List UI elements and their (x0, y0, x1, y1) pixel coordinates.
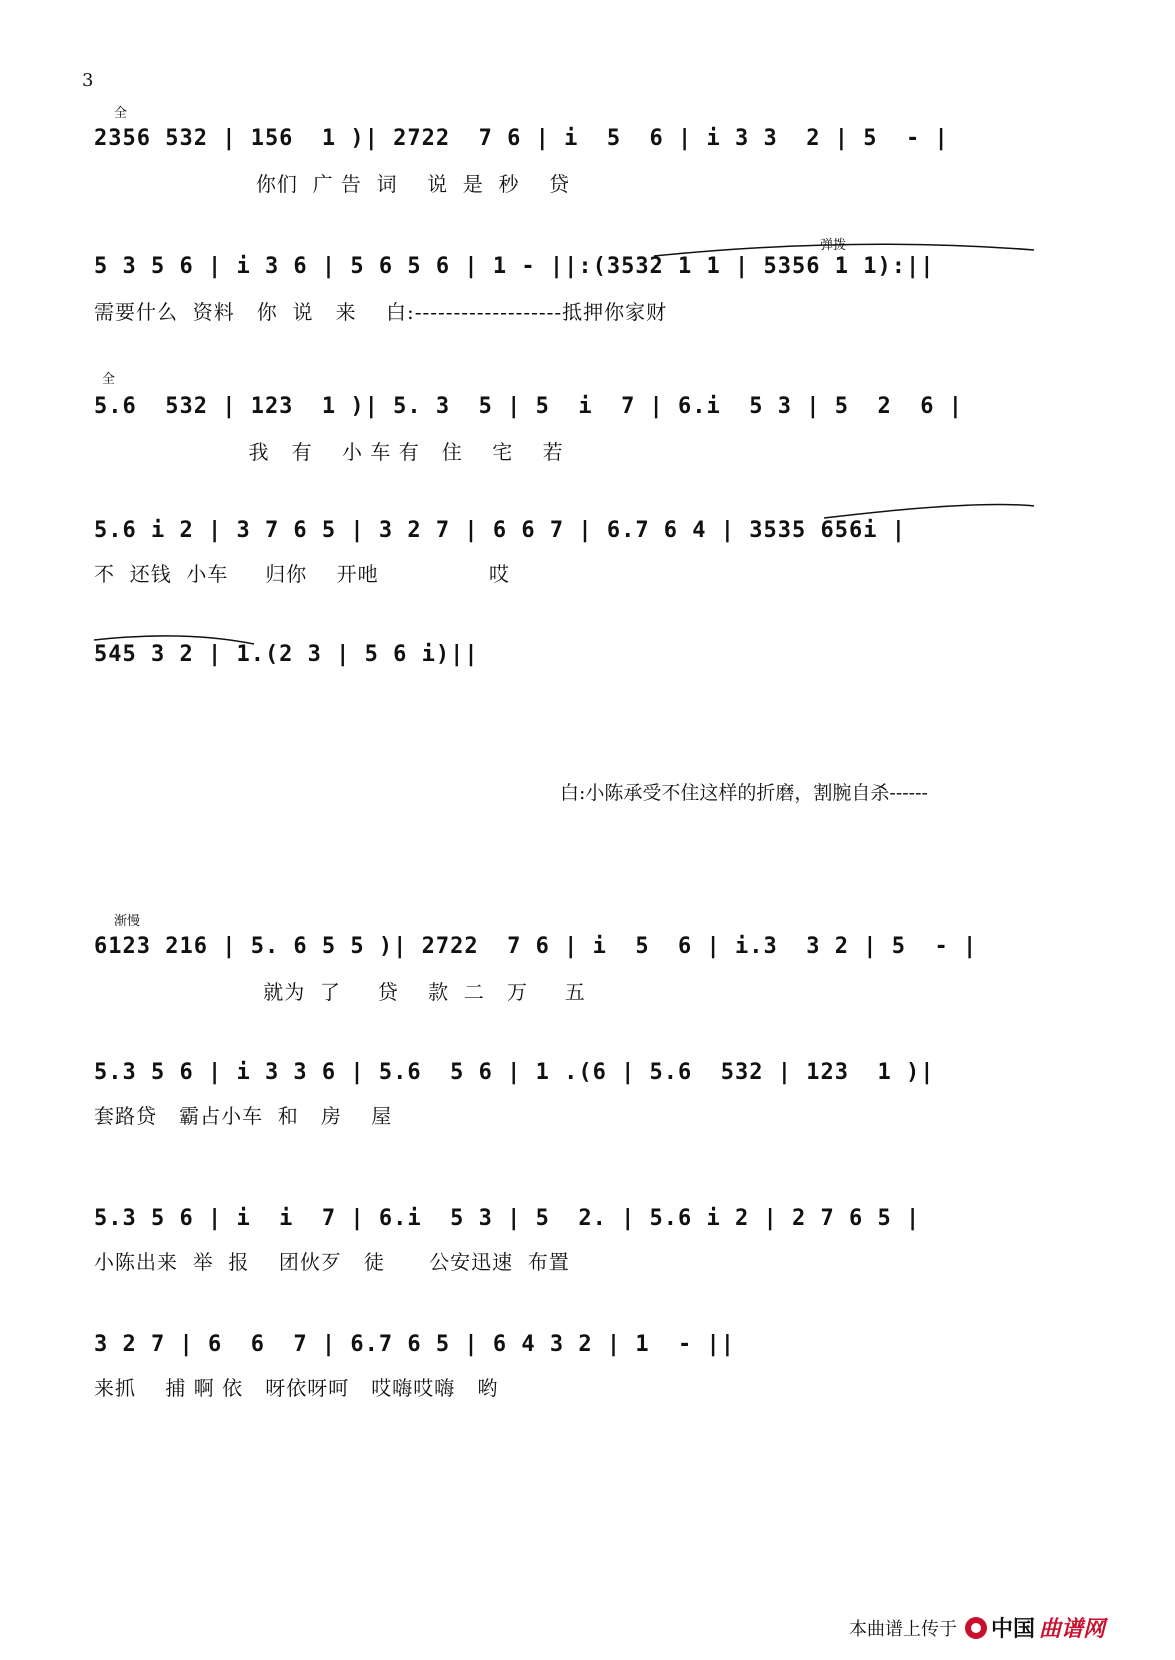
lyrics-line: 我 有 小 车 有 住 宅 若 (94, 440, 564, 464)
score-system-4 (94, 494, 1104, 594)
lyrics-line: 就为 了 贷 款 二 万 五 (94, 980, 586, 1004)
notation-line: 545 3 2 | 1.(2 3 | 5 6 i)|| (94, 642, 479, 667)
logo-main-text: 中国 (990, 1617, 1035, 1642)
notation-line: 5.6 532 | 123 1 )| 5. 3 5 | 5 i 7 | 6.i 5 3 | 5 2 6 | (94, 394, 963, 419)
dynamic-mark: 全 (102, 372, 116, 387)
score-system-9 (94, 1330, 1104, 1410)
spoken-narration: 白:小陈承受不住这样的折磨，割腕自杀------ (560, 782, 928, 804)
score-system-6 (94, 908, 1104, 1008)
score-system-3 (94, 366, 1104, 466)
lyrics-line: 不 还钱 小车 归你 开吔 哎 (94, 562, 511, 586)
notation-line: 6123 216 | 5. 6 5 5 )| 2722 7 6 | i 5 6 | i.3 3 2 | 5 - | (94, 934, 978, 959)
lyrics-line: 需要什么 资料 你 说 来 白:-------------------抵押你家财 (94, 300, 668, 324)
site-logo[interactable] (965, 1612, 1105, 1643)
notation-line: 5.3 5 6 | i 3 3 6 | 5.6 5 6 | 1 .(6 | 5.6 532 | 123 1 )| (94, 1060, 935, 1085)
notation-line: 5.3 5 6 | i i 7 | 6.i 5 3 | 5 2. | 5.6 i 2 | 2 7 6 5 | (94, 1206, 921, 1231)
notation-line: 5 3 5 6 | i 3 6 | 5 6 5 6 | 1 - ||:(3532 1 1 | 5356 1 1):|| (94, 254, 935, 279)
score-system-8 (94, 1204, 1104, 1284)
logo-icon (965, 1617, 987, 1639)
notation-line: 3 2 7 | 6 6 7 | 6.7 6 5 | 6 4 3 2 | 1 - || (94, 1332, 736, 1357)
notation-line: 2356 532 | 156 1 )| 2722 7 6 | i 5 6 | i 3 3 2 | 5 - | (94, 126, 949, 151)
lyrics-line: 来抓 捕 啊 依 呀依呀呵 哎嗨哎嗨 哟 (94, 1376, 499, 1400)
score-system-5 (94, 628, 1104, 688)
score-system-1 (94, 100, 1104, 200)
logo-sub-text: 曲谱网 (1038, 1617, 1105, 1642)
lyrics-line: 套路贷 霸占小车 和 房 屋 (94, 1104, 393, 1128)
upload-credit (849, 1612, 1105, 1643)
score-system-2 (94, 228, 1104, 328)
tempo-mark: 渐慢 (114, 914, 141, 929)
page-number: 3 (82, 70, 94, 91)
dynamic-mark: 全 (114, 106, 128, 121)
score-system-7 (94, 1058, 1104, 1138)
instrument-mark: 弹拨 (820, 238, 847, 253)
notation-line: 5.6 i 2 | 3 7 6 5 | 3 2 7 | 6 6 7 | 6.7 6 4 | 3535 656i | (94, 518, 906, 543)
credit-text: 本曲谱上传于 (848, 1618, 957, 1640)
lyrics-line: 小陈出来 举 报 团伙歹 徒 公安迅速 布置 (94, 1250, 570, 1274)
lyrics-line: 你们 广 告 词 说 是 秒 贷 (94, 172, 570, 196)
